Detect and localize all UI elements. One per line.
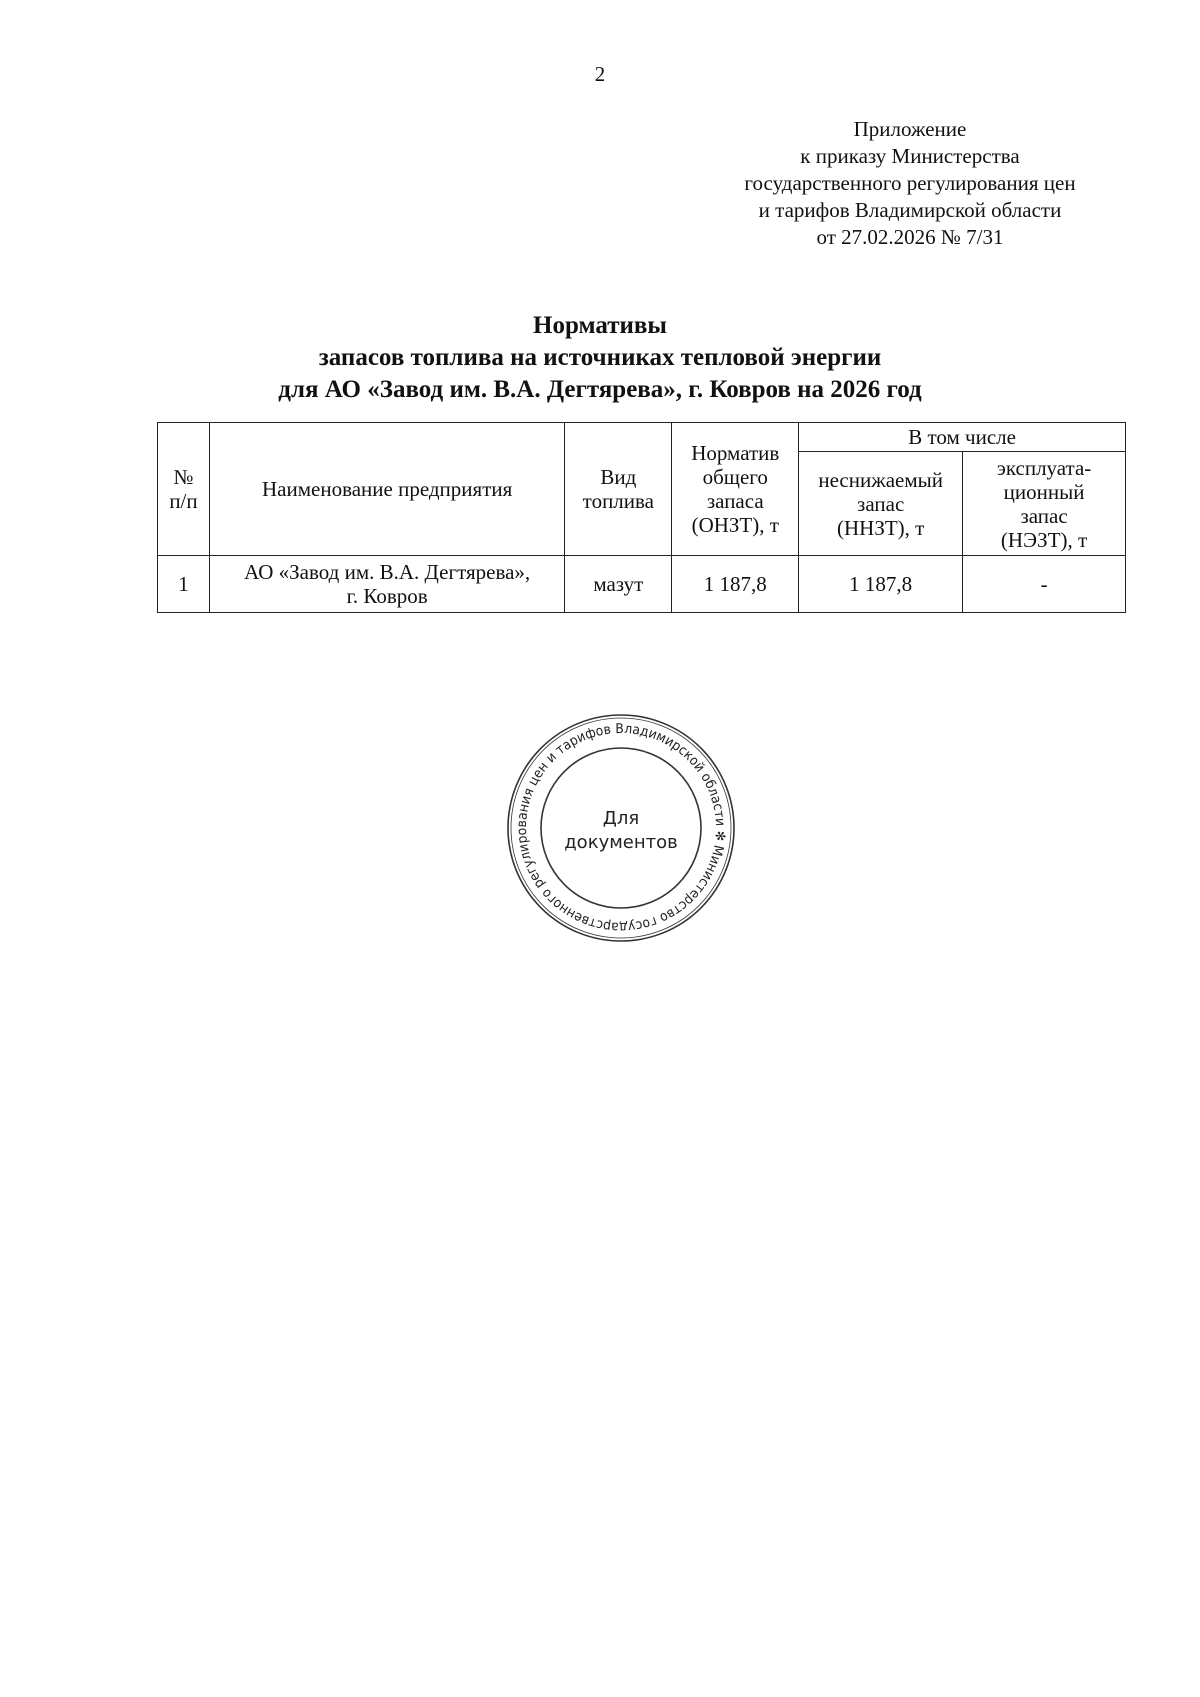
norms-table (157, 422, 1126, 613)
seal-center-line-2: документов (564, 832, 678, 853)
annex-line: Приложение (853, 117, 967, 141)
annex-block (700, 116, 1120, 251)
title-line-2: запасов топлива на источниках тепловой энергии (318, 344, 882, 371)
header-irreducible: неснижаемый запас (ННЗТ), т (799, 452, 963, 556)
title-line-1: Нормативы (533, 312, 667, 339)
seal-stamp (505, 712, 737, 944)
header-num: № п/п (158, 423, 210, 556)
cell-irreducible: 1 187,8 (799, 556, 963, 613)
page-number: 2 (594, 62, 606, 86)
annex-line: от 27.02.2026 № 7/31 (816, 225, 1004, 249)
header-including: В том числе (799, 423, 1126, 452)
cell-fuel: мазут (565, 556, 672, 613)
header-name: Наименование предприятия (209, 423, 564, 556)
seal-center-line-1: Для (602, 808, 640, 829)
cell-name: АО «Завод им. В.А. Дегтярева», г. Ковров (209, 556, 564, 613)
table-row (158, 556, 1126, 613)
cell-total: 1 187,8 (672, 556, 799, 613)
header-operational: эксплуата- ционный запас (НЭЗТ), т (963, 452, 1126, 556)
annex-line: к приказу Министерства (800, 144, 1020, 168)
header-fuel: Вид топлива (565, 423, 672, 556)
seal-ring-text: Министерство государственного регулирования цен и тарифов Владимирской области ✻ (513, 720, 729, 936)
cell-num: 1 (158, 556, 210, 613)
title-line-3: для АО «Завод им. В.А. Дегтярева», г. Ковров на 2026 год (278, 376, 922, 403)
annex-line: и тарифов Владимирской области (758, 198, 1062, 222)
annex-line: государственного регулирования цен (744, 171, 1076, 195)
header-total: Норматив общего запаса (ОНЗТ), т (672, 423, 799, 556)
document-title (0, 310, 1200, 406)
cell-operational: - (963, 556, 1126, 613)
